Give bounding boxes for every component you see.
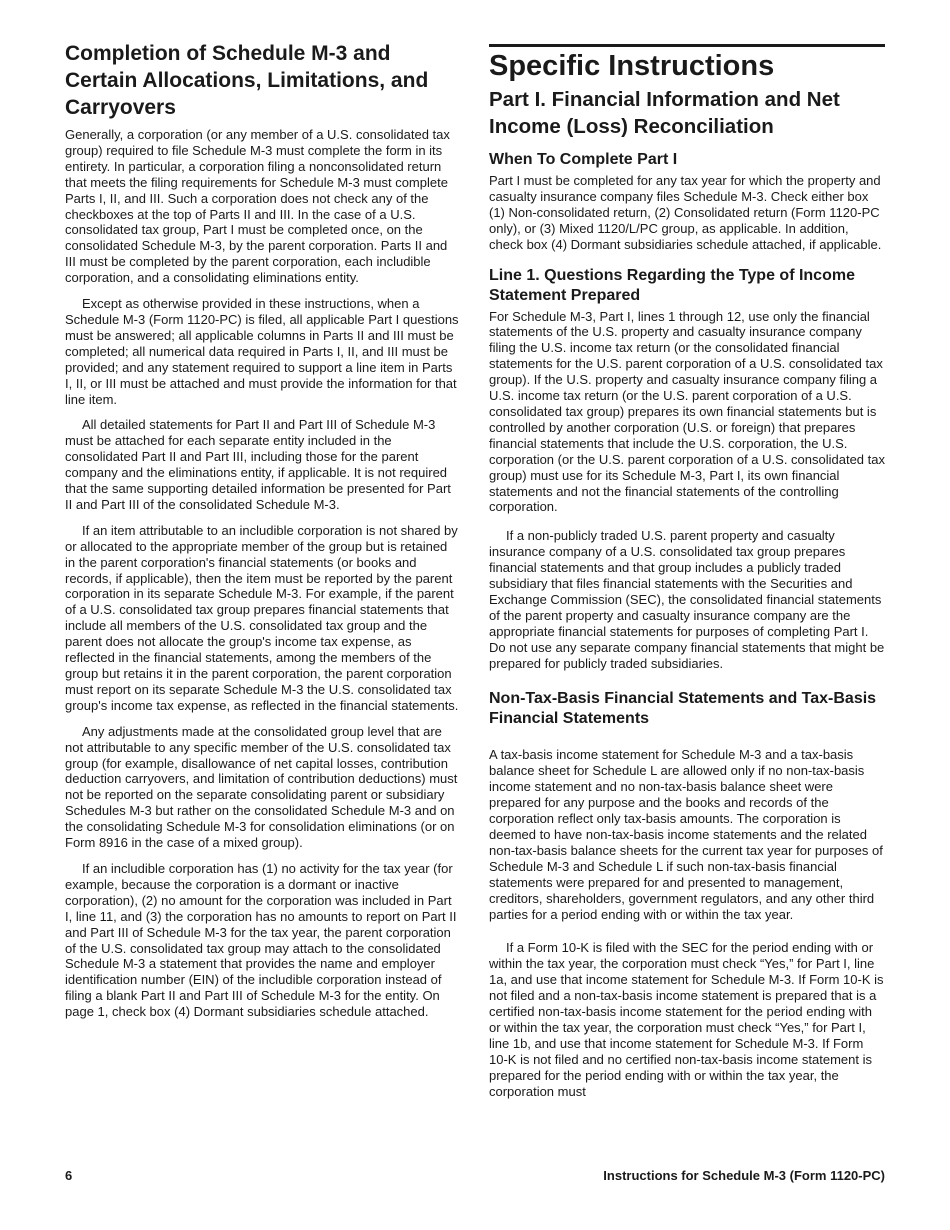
paragraph: Generally, a corporation (or any member of a U.S. consolidated tax group) required to file Schedule M-3 must complete the form in its entirety. In particular, a corporation filing a nonconsolidated return that meets the filing requirements for Schedule M-3 must complete Parts I, II, and III. Such a corporation does not check any of the checkboxes at the top of Parts II and III. In the case of a U.S. consolidated tax group, Part I must be completed once, on the consolidated Schedule M-3, by the parent corporation. Parts II and III must be completed by the parent corporation, each includible corporation, and a consolidating eliminations entity. bbox=[65, 127, 450, 286]
right-column bbox=[489, 44, 885, 1100]
paragraph: All detailed statements for Part II and Part III of Schedule M-3 must be attached for each separate entity included in the consolidated Part II and Part III, including those for the parent company and the eliminations entity, if applicable. It is not required that the same supporting detailed information be presented for Part II and Part III of the consolidated Schedule M-3. bbox=[65, 417, 451, 512]
subheading-when-to-complete: When To Complete Part I bbox=[489, 151, 678, 168]
footer-title: Instructions for Schedule M-3 (Form 1120-PC) bbox=[603, 1168, 885, 1183]
paragraph: If an item attributable to an includible corporation is not shared by or allocated to the appropriate member of the group but is retained in the parent corporation's financial statements (or books and records, if applicable), then the item must be reported by the parent corporation in its separate Schedule M-3. For example, if the parent of a U.S. consolidated tax group prepares financial statements that include all members of the U.S. consolidated tax group and the parent does not allocate the group's income tax expense, as reflected in the financial statements, among the members of the group but retains it in the parent corporation, the parent corporation must report on its separate Schedule M-3 the U.S. consolidated tax group's income tax expense, as reflected in the financial statements. bbox=[65, 522, 459, 713]
paragraph: If a Form 10-K is filed with the SEC for the period ending with or within the tax year, the corporation must check “Yes,” for Part I, line 1a, and use that income statement for Schedule M-3. If Form 10-K is not filed and a non-tax-basis income statement is prepared that is a certified non-tax-basis income statement for the period ending with or within the tax year, the corporation must check “Yes,” for Part I, line 1b, and use that income statement for Schedule M-3. If Form 10-K is not filed and no certified non-tax-basis income statement is prepared for the period ending with or within the tax year, the corporation must bbox=[489, 940, 884, 1099]
paragraph: Except as otherwise provided in these instructions, when a Schedule M-3 (Form 1120-PC) is filed, all applicable Part I questions must be answered; all applicable columns in Parts II and III must be completed; all numerical data required in Parts I, II, and III must be provided; and any statement required to support a line item in Parts I, II, or III must be attached and must provide the information for that line item. bbox=[65, 296, 459, 407]
page-number: 6 bbox=[65, 1168, 73, 1183]
paragraph: For Schedule M-3, Part I, lines 1 through 12, use only the financial statements of the U.S. property and casualty insurance company filing the U.S. income tax return (or the consolidated financial statements for the U.S. parent corporation of a U.S. consolidated tax group). If the U.S. property and casualty insurance company filing a U.S. income tax return (or the U.S. parent corporation of a U.S. consolidated tax group) prepares its own financial statements but is controlled by another corporation (U.S. or foreign) that prepares financial statements that include the U.S. corporation, the U.S. corporation (or the U.S. parent corporation of a U.S. consolidated tax group) must use for its Schedule M-3, Part I, its own financial statements and not the financial statements of the controlling corporation. bbox=[489, 308, 885, 515]
section-heading-completion: Completion of Schedule M-3 and Certain Allocations, Limitations, and Carryovers bbox=[65, 42, 429, 119]
paragraph: If a non-publicly traded U.S. parent property and casualty insurance company of a U.S. consolidated tax group prepares financial statements and that group includes a publicly traded subsidiary that files financial statements with the Securities and Exchange Commission (SEC), the consolidated financial statements of the parent property and casualty insurance company are the appropriate financial statements for purposes of completing Part I. Do not use any separate company financial statements that might be prepared for publicly traded subsidiaries. bbox=[489, 528, 885, 671]
page-title: Specific Instructions bbox=[489, 50, 775, 82]
paragraph: A tax-basis income statement for Schedule M-3 and a tax-basis balance sheet for Schedule L are allowed only if no non-tax-basis income statement and no non-tax-basis balance sheet were prepared for any purpose and the books and records of the corporation reflect only tax-basis amounts. The corporation is deemed to have non-tax-basis income statements and the related non-tax-basis balance sheets for the current tax year for purposes of Schedule M-3 and Schedule L if such non-tax-basis financial statements were prepared for and presented to management, creditors, shareholders, government regulators, and any other third parties for a period ending with or within the tax year. bbox=[489, 747, 883, 922]
paragraph: Part I must be completed for any tax year for which the property and casualty insurance company files Schedule M-3. Check either box (1) Non-consolidated return, (2) Consolidated return (Form 1120-PC only), or (3) Mixed 1120/L/PC group, as applicable. In addition, check box (4) Dormant subsidiaries schedule attached, if applicable. bbox=[489, 173, 882, 252]
left-column bbox=[65, 40, 460, 1020]
paragraph: Any adjustments made at the consolidated group level that are not attributable to any specific member of the U.S. consolidated tax group (for example, disallowance of net capital losses, contribution deduction carryovers, and limitation of contribution deductions) must not be reported on the separate consolidating parent or subsidiary Schedules M-3 but rather on the consolidated Schedule M-3 and on the consolidating Schedule M-3 for consolidation eliminations (or on Form 8916 in the case of a mixed group). bbox=[65, 723, 458, 851]
subheading-non-tax-basis: Non-Tax-Basis Financial Statements and Tax-Basis Financial Statements bbox=[489, 690, 877, 728]
part-heading: Part I. Financial Information and Net Income (Loss) Reconciliation bbox=[489, 88, 840, 138]
subheading-line-1: Line 1. Questions Regarding the Type of Income Statement Prepared bbox=[489, 266, 855, 304]
paragraph: If an includible corporation has (1) no activity for the tax year (for example, because the corporation is a dormant or inactive corporation), (2) no amount for the corporation was included in Part I, line 11, and (3) the corporation has no amounts to report on Part II and Part III of Schedule M-3 for the tax year, the parent corporation of the U.S. consolidated tax group may attach to the consolidated Schedule M-3 a statement that provides the name and employer identification number (EIN) of the includible corporation instead of filing a blank Part II and Part III of Schedule M-3 for the entity. On page 1, check box (4) Dormant subsidiaries schedule attached. bbox=[65, 860, 457, 1020]
